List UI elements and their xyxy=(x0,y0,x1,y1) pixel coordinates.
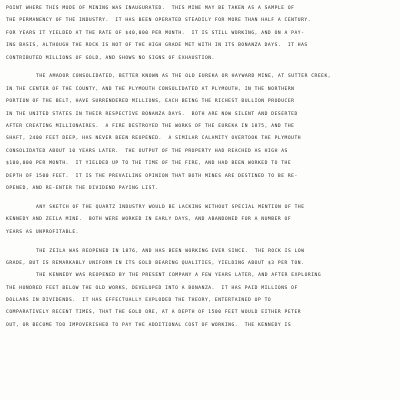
text-line: IN THE UNITED STATES IN THEIR RESPECTIVE BONANZA DAYS. BOTH ARE NOW SILENT AND DESERTED xyxy=(6,111,298,117)
text-line: THE KENNEDY WAS REOPENED BY THE PRESENT COMPANY A FEW YEARS LATER, AND AFTER EXPLORING xyxy=(36,273,322,279)
text-line: COMPARATIVELY RECENT TIMES, THAT THE GOLD ORE, AT A DEPTH OF 1500 FEET WOULD EITHER PETER xyxy=(6,310,302,316)
text-line: THE HUNDRED FEET BELOW THE OLD WORKS, DEVELOPED INTO A BONANZA. IT HAS PAID MILLIONS OF xyxy=(6,285,298,291)
text-line: YEARS AS UNPROFITABLE. xyxy=(6,229,79,235)
text-line: THE ZEILA WAS REOPENED IN 1876, AND HAS BEEN WORKING EVER SINCE. THE ROCK IS LOW xyxy=(36,248,305,254)
text-line: DOLLARS IN DIVIDENDS. IT HAS EFFECTUALLY EXPLODED THE THEORY, ENTERTAINED UP TO xyxy=(6,298,272,304)
text-line: KENNEDY AND ZEILA MINE. BOTH WERE WORKED IN EARLY DAYS, AND ABANDONED FOR A NUMBER OF xyxy=(6,217,292,223)
text-line: CONTRIBUTED MILLIONS OF GOLD, AND SHOWS NO SIGNS OF EXHAUSTION. xyxy=(6,55,215,61)
text-line: IN THE CENTER OF THE COUNTY, AND THE PLYMOUTH CONSOLIDATED AT PLYMOUTH, IN THE NORTHERN xyxy=(6,86,295,92)
text-line: PORTION OF THE BELT, HAVE SURRENDERED MILLIONS, EACH BEING THE RICHEST BULLION PRODUCER xyxy=(6,99,295,105)
text-line: SHAFT, 2400 FEET DEEP, HAS NEVER BEEN REOPENED. A SIMILAR CALAMITY OVERTOOK THE PLYMOUTH xyxy=(6,136,302,142)
text-line: OPENED, AND RE-ENTER THE DIVIDEND PAYING LIST. xyxy=(6,185,159,191)
text-line: OUT, OR BECOME TOO IMPOVERISHED TO PAY THE ADDITIONAL COST OF WORKING. THE KENNEDY IS xyxy=(6,322,292,328)
text-line: POINT WHERE THIS MODE OF MINING WAS INAUGURATED. THIS MINE MAY BE TAKEN AS A SAMPLE OF xyxy=(6,6,295,11)
text-line: $100,000 PER MONTH. IT YIELDED UP TO THE TIME OF THE FIRE, AND HAD BEEN WORKED TO THE xyxy=(6,161,292,167)
text-line: GRADE, BUT IS REMARKABLY UNIFORM IN ITS GOLD BEARING QUALITIES, YIELDING ABOUT $3 PER TON. xyxy=(6,260,305,266)
text-line: DEPTH OF 1500 FEET. IT IS THE PREVAILING OPINION THAT BOTH MINES ARE DESTINED TO BE RE- xyxy=(6,173,298,179)
text-line: THE AMADOR CONSOLIDATED, BETTER KNOWN AS THE OLD EUREKA OR HAYWARD MINE, AT SUTTER CREEK, xyxy=(36,74,332,80)
text-line: FOR YEARS IT YIELDED AT THE RATE OF $40,000 PER MONTH. IT IS STILL WORKING, AND ON A PAY- xyxy=(6,30,305,36)
paragraph-1 xyxy=(6,3,398,65)
text-line: CONSOLIDATED ABOUT 10 YEARS LATER. THE OUTPUT OF THE PROPERTY HAD REACHED AS HIGH AS xyxy=(6,148,288,154)
text-line: ANY SKETCH OF THE QUARTZ INDUSTRY WOULD BE LACKING WITHOUT SPECIAL MENTION OF THE xyxy=(36,204,305,210)
document-body xyxy=(6,3,398,332)
text-line: AFTER CREATING MILLIONAIRES. A FIRE DESTROYED THE WORKS OF THE EUREKA IN 1875, AND THE xyxy=(6,124,295,130)
paragraph-2 xyxy=(6,71,398,195)
paragraph-4 xyxy=(6,246,398,333)
text-line: THE PERMANENCY OF THE INDUSTRY. IT HAS BEEN OPERATED STEADILY FOR MORE THAN HALF A CENTURY. xyxy=(6,18,312,24)
text-line: ING BASIS, ALTHOUGH THE ROCK IS NOT OF THE HIGH GRADE MET WITH IN ITS BONANZA DAYS. IT HAS xyxy=(6,43,308,49)
paragraph-3 xyxy=(6,202,398,239)
